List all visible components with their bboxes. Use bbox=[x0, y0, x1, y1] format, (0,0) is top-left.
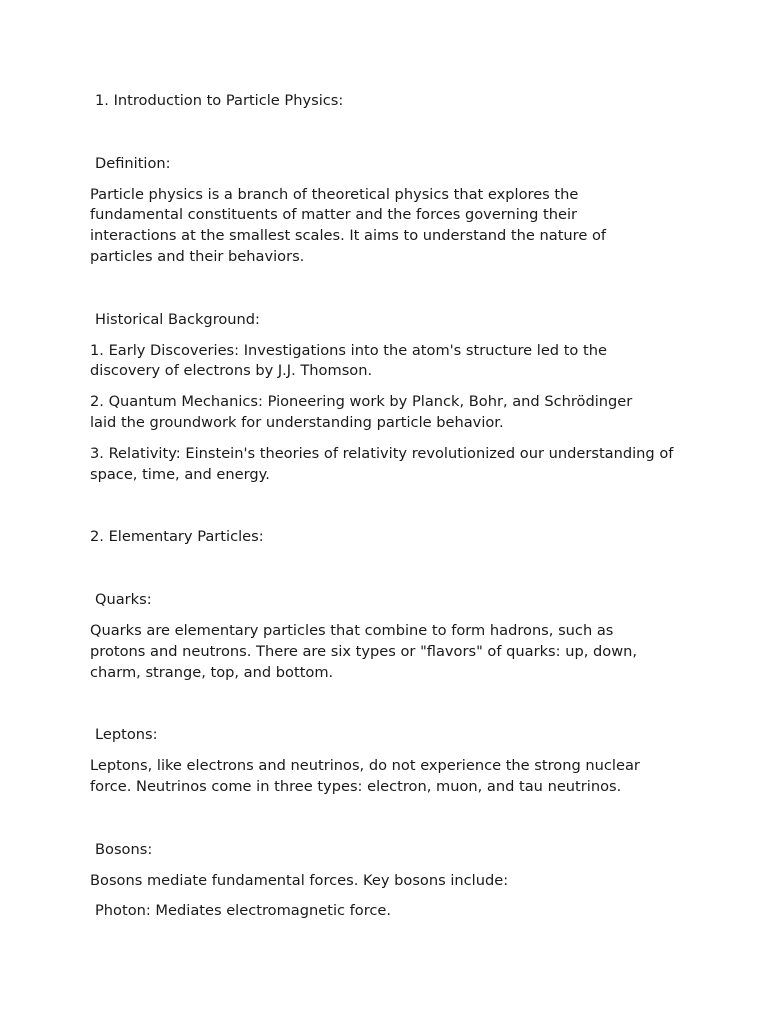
historical-background-heading: Historical Background: bbox=[95, 310, 260, 328]
history-item-relativity: 3. Relativity: Einstein's theories of relativity revolutionized our understanding of space, time, and energy. bbox=[90, 444, 674, 483]
definition-paragraph: Particle physics is a branch of theoretical physics that explores the fundamental constituents of matter and the forces governing their interactions at the smallest scales. It aims to understand the nature of particles and their behaviors. bbox=[90, 185, 607, 265]
bosons-heading: Bosons: bbox=[95, 840, 153, 858]
section-2-title: 2. Elementary Particles: bbox=[90, 528, 264, 546]
bosons-paragraph: Bosons mediate fundamental forces. Key bosons include: bbox=[90, 871, 509, 889]
quarks-paragraph: Quarks are elementary particles that combine to form hadrons, such as protons and neutrons. There are six types or "flavors" of quarks: up, down, charm, strange, top, and bottom. bbox=[90, 621, 638, 681]
history-item-quantum-mechanics: 2. Quantum Mechanics: Pioneering work by Planck, Bohr, and Schrödinger laid the groundwork for understanding particle behavior. bbox=[90, 393, 633, 431]
photon-item: Photon: Mediates electromagnetic force. bbox=[95, 902, 392, 920]
document-page bbox=[90, 91, 690, 922]
leptons-paragraph: Leptons, like electrons and neutrinos, do not experience the strong nuclear force. Neutrinos come in three types: electron, muon, and tau neutrinos. bbox=[90, 757, 640, 795]
definition-heading: Definition: bbox=[95, 154, 171, 172]
quarks-heading: Quarks: bbox=[95, 591, 152, 609]
leptons-heading: Leptons: bbox=[95, 726, 158, 744]
history-item-early-discoveries: 1. Early Discoveries: Investigations into the atom's structure led to the discovery of electrons by J.J. Thomson. bbox=[90, 341, 607, 380]
section-1-title: 1. Introduction to Particle Physics: bbox=[95, 92, 344, 109]
